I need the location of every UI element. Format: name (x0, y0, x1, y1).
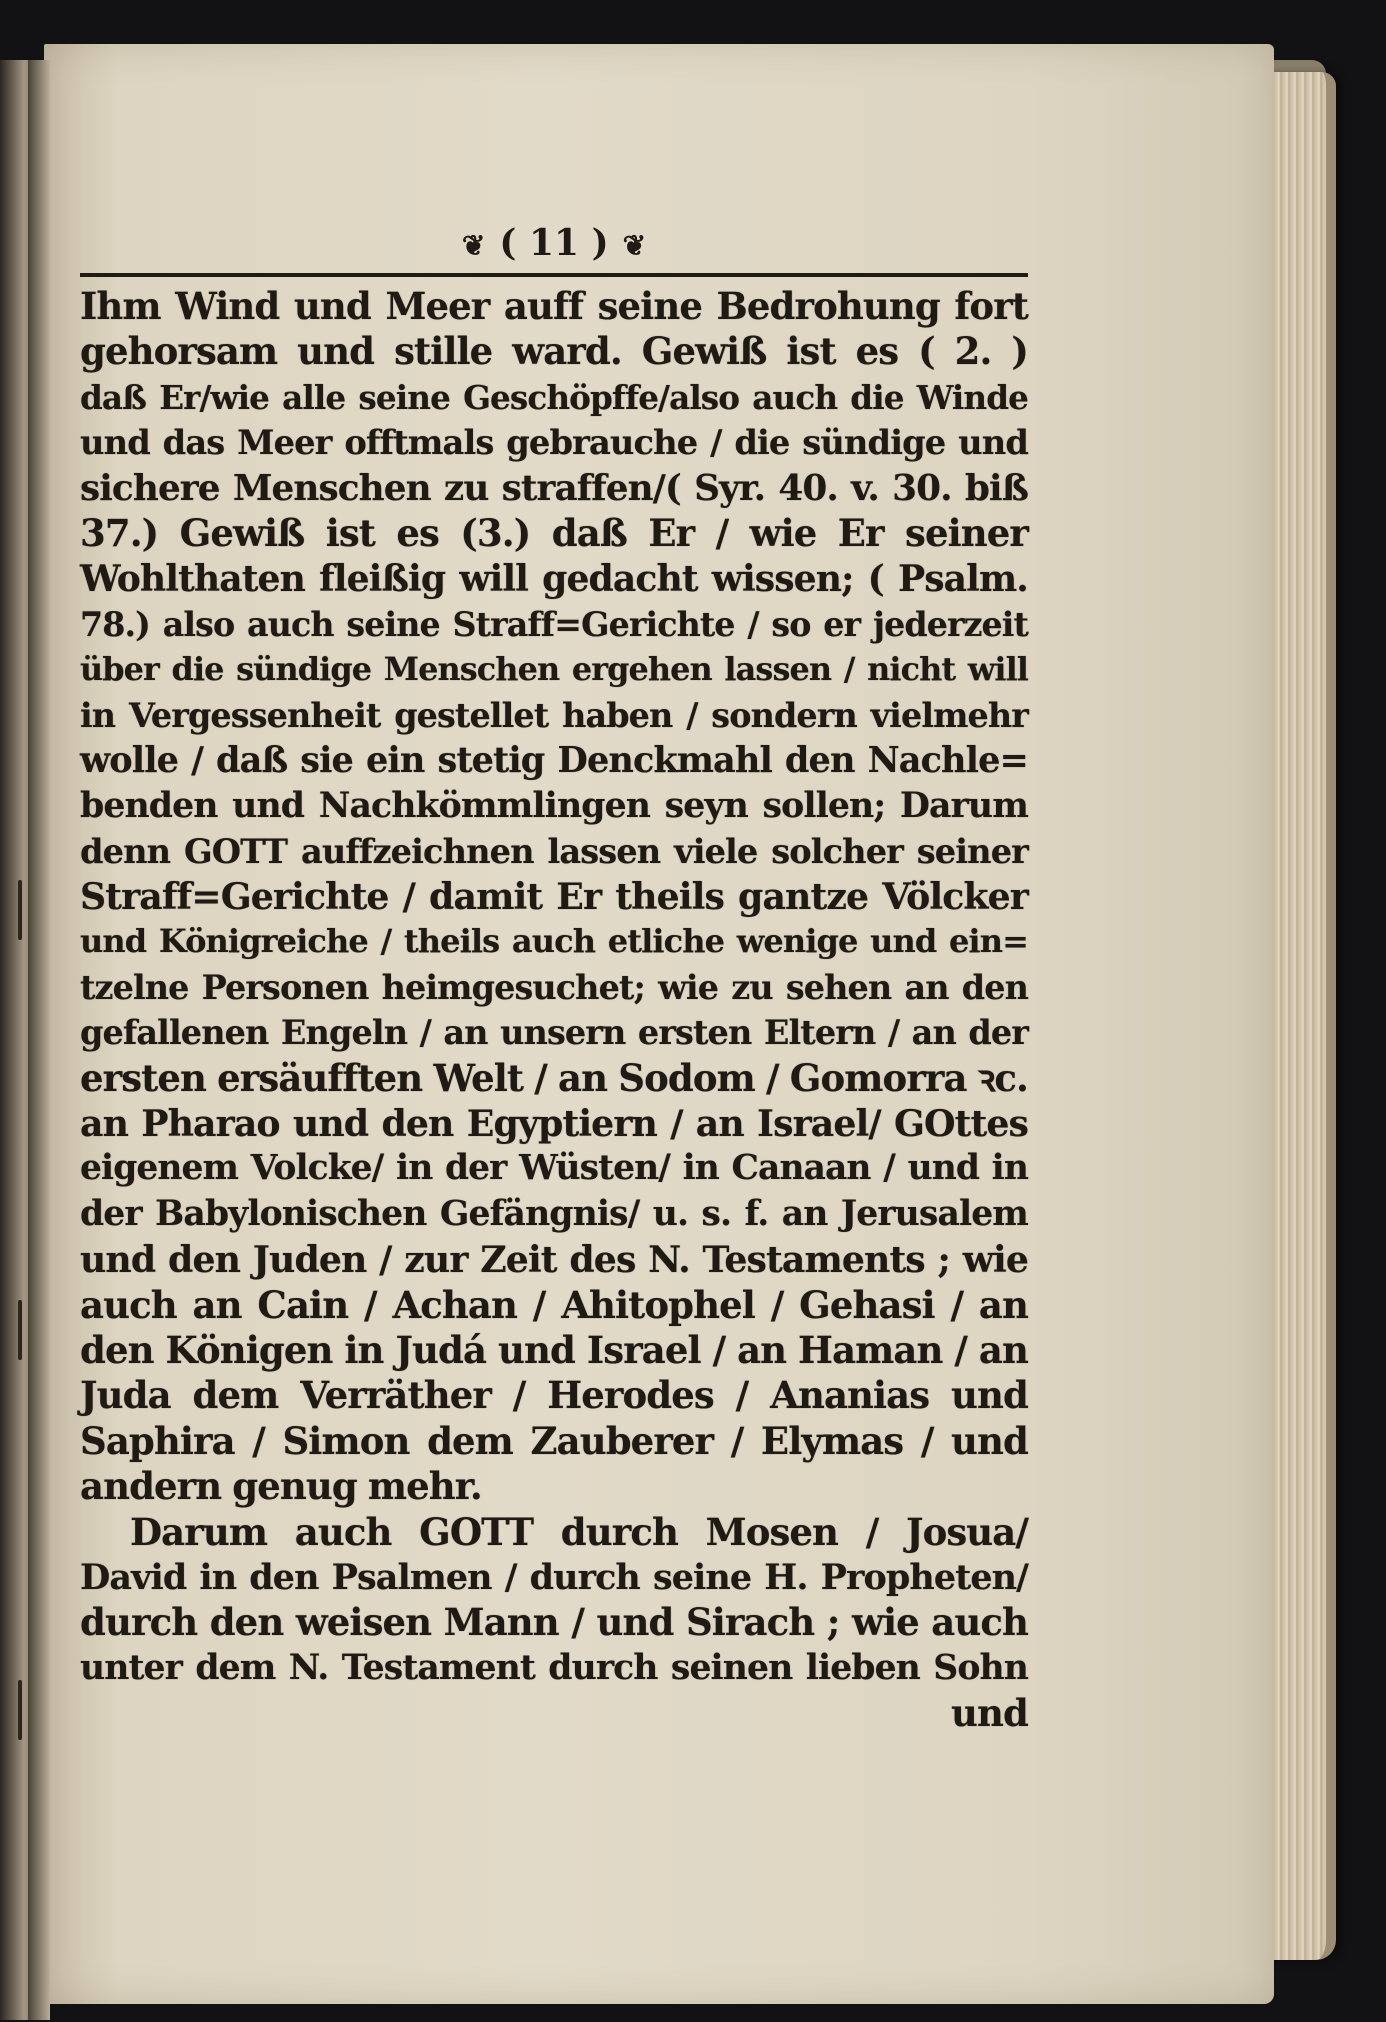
text-line: 37.) Gewiß ist es (3.) daß Er / wie Er seiner (80, 510, 1028, 555)
text-line: Juda dem Verräther / Herodes / Ananias und (80, 1373, 1028, 1418)
text-line: unter dem N. Testament durch seinen lieben Sohn (80, 1647, 1028, 1688)
text-line: Wohlthaten fleißig will gedacht wissen; ( Psalm. (80, 557, 1028, 601)
text-line: eigenem Volcke/ in der Wüsten/ in Canaan / und in (80, 1148, 1028, 1189)
text-line: benden und Nachkömmlingen seyn sollen; Darum (80, 785, 1028, 827)
page-header (80, 222, 1028, 264)
text-line: daß Er/wie alle seine Geschöpffe/also auch die Winde (80, 377, 1028, 417)
text-line: 78.) also auch seine Straff=Gerichte / so er jederzeit (80, 604, 1028, 644)
text-line: durch den weisen Mann / und Sirach ; wie auch (80, 1600, 1028, 1645)
text-line: Straff=Gerichte / damit Er theils gantze Völcker (80, 875, 1028, 919)
text-line: Saphira / Simon dem Zauberer / Elymas / und (80, 1418, 1028, 1463)
text-line: gehorsam und stille ward. Gewiß ist es ( 2. ) (80, 329, 1028, 374)
text-line: Ihm Wind und Meer auff seine Bedrohung fort (80, 284, 1028, 328)
text-line: denn GOTT auffzeichnen lassen viele solcher seiner (80, 830, 1028, 871)
binding-thread-mark (18, 1680, 22, 1740)
body-text (80, 284, 1028, 1737)
text-line: in Vergessenheit gestellet haben / sondern vielmehr (80, 695, 1028, 735)
text-line: auch an Cain / Achan / Ahitophel / Gehasi / an (80, 1282, 1028, 1327)
text-line: den Königen in Judá und Israel / an Haman / an (80, 1327, 1028, 1372)
book-gutter (28, 60, 50, 2020)
paragraph-end-line: andern genug mehr. (80, 1464, 482, 1509)
text-line: und Königreiche / theils auch etliche wenige und ein= (80, 922, 1028, 961)
text-line: und den Juden / zur Zeit des N. Testaments ; wie (80, 1238, 1028, 1282)
header-right-ornament: ❦ (622, 229, 647, 262)
text-line: gefallenen Engeln / an unsern ersten Eltern / an der (80, 1013, 1028, 1053)
text-line: ersten ersäufften Welt / an Sodom / Gomorra ꝛc. (80, 1055, 1028, 1100)
text-line: über die sündige Menschen ergehen lassen / nicht will (80, 650, 1028, 689)
text-line: David in den Psalmen / durch seine H. Propheten/ (80, 1556, 1028, 1598)
page-number: ( 11 ) (499, 222, 609, 264)
text-line: sichere Menschen zu straffen/( Syr. 40. v. 30. biß (80, 466, 1028, 509)
header-rule (80, 273, 1028, 277)
header-left-ornament: ❦ (461, 229, 486, 262)
text-line: der Babylonischen Gefängnis/ u. s. f. an Jerusalem (80, 1193, 1028, 1234)
text-line: und das Meer offtmals gebrauche / die sündige und (80, 422, 1028, 463)
text-line: tzelne Personen heimgesuchet; wie zu sehen an den (80, 967, 1028, 1007)
binding-thread-mark (18, 1300, 22, 1360)
text-line: an Pharao und den Egyptiern / an Israel/ GOttes (80, 1102, 1028, 1146)
paragraph-start-line: Darum auch GOTT durch Mosen / Josua/ (130, 1509, 1028, 1554)
text-line: wolle / daß sie ein stetig Denckmahl den Nachle= (80, 739, 1028, 781)
catchword: und (951, 1691, 1028, 1736)
binding-thread-mark (18, 880, 22, 940)
